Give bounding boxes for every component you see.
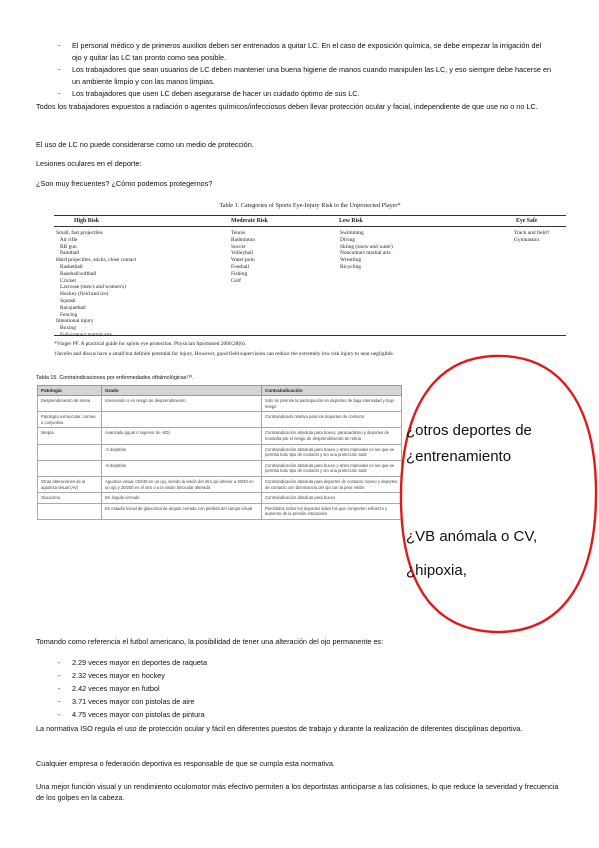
list-item-text: Los trabajadores que usen LC deben asegurarse de hacer un cuidado óptimo de sus LC.	[72, 89, 360, 98]
table-body	[54, 227, 566, 336]
contraindications-table	[37, 385, 402, 520]
table-cell: Boxing	[56, 325, 76, 332]
list-item-text: Los trabajadores que sean usuarios de LC deben mantener una buena higiene de manos cuando manipulen las LC, y eso siempre debe hacerse en un ambiente limpio y con las manos limpias.	[72, 65, 552, 86]
table-cell: Hard projectiles, sticks, close contact	[56, 257, 137, 264]
table-cell: Permitidos todos los deportes salvo los que comporten esfuerzo y aumento de la presión intraocular	[262, 503, 402, 519]
annotation-text: ¿hipoxia,	[406, 562, 467, 579]
table-cell: Golf	[231, 277, 241, 284]
list-item: - Los trabajadores que sean usuarios de LC deben mantener una buena higiene de manos cuando manipulen las LC, y eso siempre debe hacerse en un ambiente limpio y con las manos limpias.	[58, 65, 552, 86]
list-item: - 2.42 veces mayor en futbol	[58, 683, 458, 695]
frequency-question: ¿Son muy frecuentes? ¿Cómo podemos protegernos?	[36, 179, 213, 188]
contraindications-table-title: Tabla 15. Contraindicaciones por enfermedades oftalmológicas¹¹⁰.	[36, 375, 194, 381]
table-row	[38, 396, 402, 412]
table-cell: Basketball	[56, 263, 83, 270]
table-cell	[38, 503, 102, 519]
table-cell: Water polo	[231, 257, 255, 264]
column-header: Grado	[102, 386, 262, 396]
table-row	[38, 460, 402, 476]
table-cell: Badminton	[231, 236, 255, 243]
table-cell: Otras alteraciones de la agudeza visual (AV)	[38, 476, 102, 492]
eye-safe-column	[514, 230, 549, 244]
exposed-workers-paragraph: Todos los trabajadores expuestos a radiación o agentes químicos/infecciosos deben llevar protección ocular y facial, independiente de que use no o no LC.	[36, 102, 538, 111]
table-cell: Football	[231, 263, 249, 270]
table-cell: Squash	[56, 297, 76, 304]
low-risk-column	[340, 230, 393, 271]
table-cell: Hockey (field and ice)	[56, 291, 109, 298]
table-cell: Wrestling	[340, 257, 362, 264]
table-cell: Contraindicación absoluta para buceo	[262, 493, 402, 504]
moderate-risk-column	[231, 230, 255, 284]
table-header	[54, 215, 566, 227]
table-cell: Bicycling	[340, 263, 361, 270]
table-row	[38, 493, 402, 504]
table-cell: Noncontact martial arts	[340, 250, 391, 257]
table-row	[38, 428, 402, 444]
table-cell: Intervenido o en riesgo de desprendimiento	[102, 396, 262, 412]
column-header: Low Risk	[339, 218, 363, 224]
table-cell: Contraindicado relativa para los deportes de contacto	[262, 412, 402, 428]
table-cell: Glaucoma	[38, 493, 102, 504]
table-cell: De ángulo cerrado	[102, 493, 262, 504]
column-header: Patología	[38, 386, 102, 396]
table-row	[38, 476, 402, 492]
list-item: - 3.71 veces mayor con pistolas de aire	[58, 696, 458, 708]
table-cell: BB gun	[56, 243, 77, 250]
table-cell: Solo se permite la participación en deportes de baja intensidad y bajo riesgo	[262, 396, 402, 412]
table-cell: Racquetball	[56, 304, 86, 311]
table-cell: Full-contact martial arts	[56, 331, 112, 338]
annotation-text: ¿entrenamiento	[406, 448, 512, 465]
vision-paragraph: Una mejor función visual y un rendimiento oculomotor más efectivo permiten a los deportistas anticiparse a las colisiones, lo que reduce la severidad y frecuencia de los golpes en la cabeza.	[36, 782, 559, 802]
table-cell: Fishing	[231, 270, 248, 277]
table-cell	[38, 460, 102, 476]
table-cell: Gymnastics	[514, 236, 540, 243]
table-cell: Avanzada (igual o superior de -6D)	[102, 428, 262, 444]
lc-protection-paragraph: El uso de LC no puede considerarse como un medio de protección.	[36, 140, 254, 149]
table-cell: Diving	[340, 236, 355, 243]
list-item-text: 2.29 veces mayor en deportes de raqueta	[72, 658, 208, 667]
column-header: Contraindicación	[262, 386, 402, 396]
list-item: - 2.32 veces mayor en hockey	[58, 670, 458, 682]
column-header: Moderate Risk	[231, 218, 268, 224]
company-paragraph: Cualquier empresa o federación deportiva es responsable de que se cumpla esta normativa.	[36, 759, 335, 768]
table-cell: Small, fast projectiles	[56, 230, 103, 236]
table-cell: Contraindicación absoluta para boxeo, paracaidismo y deportes de montaña por el riesgo de desprendimiento de retina	[262, 428, 402, 444]
annotation-text: ¿otros deportes de	[406, 422, 532, 439]
list-item-text: 2.42 veces mayor en futbol	[72, 684, 160, 693]
table-cell: Track and field†	[514, 230, 550, 236]
table-cell: Contraindicación absoluta para deportes de contacto: boxeo y deportes de contacto con dominancia del ojo con la peor visión	[262, 476, 402, 492]
table-cell: Volleyball	[231, 250, 254, 257]
list-item: - 4.75 veces mayor con pistolas de pintura	[58, 709, 458, 721]
sports-risk-table	[54, 202, 566, 358]
iso-paragraph: La normativa ISO regula el uso de protección ocular y fácil en diferentes puestos de trabajo y durante la realización de diferentes disciplinas deportiva.	[36, 724, 523, 733]
high-risk-column	[56, 230, 136, 339]
table-cell: Cricket	[56, 277, 76, 284]
table-header-row	[38, 386, 402, 396]
table-cell: Contraindicación absoluta para buceo y artes marciales en las que se permita todo tipo de contacto y sin una protección total	[262, 460, 402, 476]
table-cell: Intentional injury	[56, 318, 94, 325]
reference-paragraph: Tomando como referencia el futbol americano, la posibilidad de tener una alteración del ojo permanente es:	[36, 637, 384, 646]
table-cell: Contraindicación absoluta para boxeo y artes marciales en las que se permita todo tipo de contacto y sin una protección total	[262, 444, 402, 460]
table-cell: Swimming	[340, 230, 364, 236]
table-title: Table 1. Categories of Sports Eye-Injury Risk to the Unprotected Player*	[219, 202, 401, 209]
list-item: - 2.29 veces mayor en deportes de raqueta	[58, 657, 458, 669]
sport-injuries-heading: Lesiones oculares en el deporte:	[36, 159, 142, 168]
list-item-text: El personal médico y de primeros auxilios deben ser entrenados a quitar LC. En el caso de exposición química, se debe empezar la irrigación del ojo y quitar las LC tan pronto como sea posible.	[72, 41, 542, 62]
table-cell: Tennis	[231, 230, 246, 236]
list-item: - Los trabajadores que usen LC deben asegurarse de hacer un cuidado óptimo de sus LC.	[58, 88, 568, 100]
table-row	[38, 503, 402, 519]
table-row	[38, 444, 402, 460]
list-item: - El personal médico y de primeros auxilios deben ser entrenados a quitar LC. En el caso de exposición química, se debe empezar la irrigación del ojo y quitar las LC tan pronto como sea posible.	[58, 40, 568, 64]
table-cell: -3 dioptrías	[102, 444, 262, 460]
table-cell: Soccer	[231, 243, 246, 250]
table-cell: Lacrosse (men's and women's)	[56, 284, 126, 291]
column-header: Eye Safe	[516, 218, 538, 224]
table-cell: Air rifle	[56, 236, 78, 243]
table-row	[38, 412, 402, 428]
table-footnote: *Vinger PF. A practical guide for sports eye protection. Physician Sportsmed 2000;28(6). †Javelin and discus have a small but definite potential for injury. However, good field supervision can reduce the extremely low risk injury to near negligible.	[54, 341, 394, 357]
table-cell	[38, 444, 102, 460]
list-item-text: 4.75 veces mayor con pistolas de pintura	[72, 710, 205, 719]
column-header: High Risk	[74, 218, 99, 224]
table-cell: Desprendimiento de retina	[38, 396, 102, 412]
table-cell: Paintball	[56, 250, 80, 257]
table-cell: Skiing (snow and water)	[340, 243, 393, 250]
table-cell: Baseball/softball	[56, 270, 97, 277]
list-item-text: 2.32 veces mayor en hockey	[72, 671, 165, 680]
table-cell: -6 dioptrías	[102, 460, 262, 476]
table-cell: En estadío inicial de glaucoma de ángulo cerrado con pérdida del campo visual	[102, 503, 262, 519]
list-item-text: 3.71 veces mayor con pistolas de aire	[72, 697, 195, 706]
table-cell: Patología extraocular, cornea o conjuntiva	[38, 412, 102, 428]
table-cell: Miopía	[38, 428, 102, 444]
red-circle-annotation	[396, 353, 599, 635]
table-cell: Fencing	[56, 311, 78, 318]
annotation-text: ¿VB anómala o CV,	[406, 528, 538, 545]
table-cell	[102, 412, 262, 428]
table-cell: Agudeza visual <20/40 en un ojo, siendo la visión del otro ojo inferior a 20/40 en un ojo y 20/200 en el otro o a la visión binocular alterada	[102, 476, 262, 492]
